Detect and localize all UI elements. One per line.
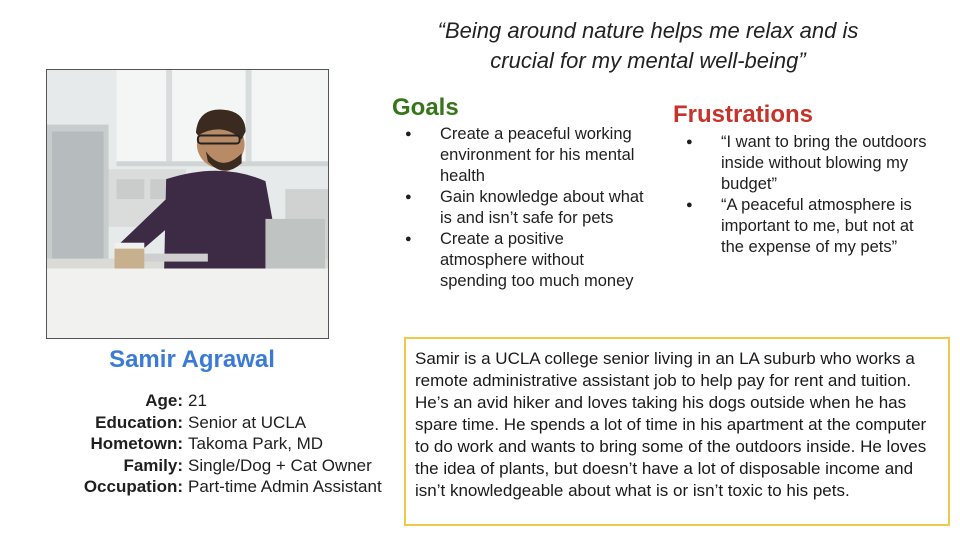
fact-label: Hometown: xyxy=(90,434,183,453)
fact-age xyxy=(40,390,410,412)
fact-occupation xyxy=(40,476,410,498)
goals-heading: Goals xyxy=(392,94,459,121)
frustrations-list xyxy=(673,132,933,258)
fact-label: Age: xyxy=(145,391,183,410)
fact-value: Part-time Admin Assistant xyxy=(188,477,382,496)
fact-hometown xyxy=(40,433,410,455)
goal-item: ● Create a positive atmosphere without spending too much money xyxy=(392,229,652,292)
fact-value: 21 xyxy=(188,391,207,410)
frustration-item: ● “I want to bring the outdoors inside without blowing my budget” xyxy=(673,132,933,195)
persona-name: Samir Agrawal xyxy=(109,346,275,373)
fact-label: Family: xyxy=(123,455,183,475)
fact-value: Senior at UCLA xyxy=(188,412,307,432)
frustrations-heading: Frustrations xyxy=(673,101,814,128)
fact-label: Occupation: xyxy=(83,477,183,496)
persona-bio: Samir is a UCLA college senior living in an LA suburb who works a remote administrative assistant job to help pay for rent and tuition. He’s an avid hiker and loves taking his dogs outside when he has spare time. He spends a lot of time in his apartment at the computer to do work and wants to bring some of the outdoors inside. He loves the idea of plants, but doesn’t have a lot of disposable income and isn’t knowledgeable about what is or isn’t toxic to his pets. xyxy=(404,337,950,526)
fact-value: Takoma Park, MD xyxy=(188,434,324,453)
goals-list xyxy=(392,124,652,292)
goal-item: ● Gain knowledge about what is and isn’t safe for pets xyxy=(392,187,652,229)
persona-facts xyxy=(40,390,410,498)
fact-family xyxy=(40,455,410,477)
goal-item: ● Create a peaceful working environment for his mental health xyxy=(392,124,652,187)
persona-photo xyxy=(46,69,329,339)
frustration-item: ● “A peaceful atmosphere is important to me, but not at the expense of my pets” xyxy=(673,195,933,258)
persona-quote: “Being around nature helps me relax and is crucial for my mental well-being” xyxy=(437,18,859,73)
fact-value: Single/Dog + Cat Owner xyxy=(188,455,372,475)
fact-education xyxy=(40,412,410,434)
fact-label: Education: xyxy=(95,412,183,432)
persona-photo-illustration xyxy=(47,70,328,338)
